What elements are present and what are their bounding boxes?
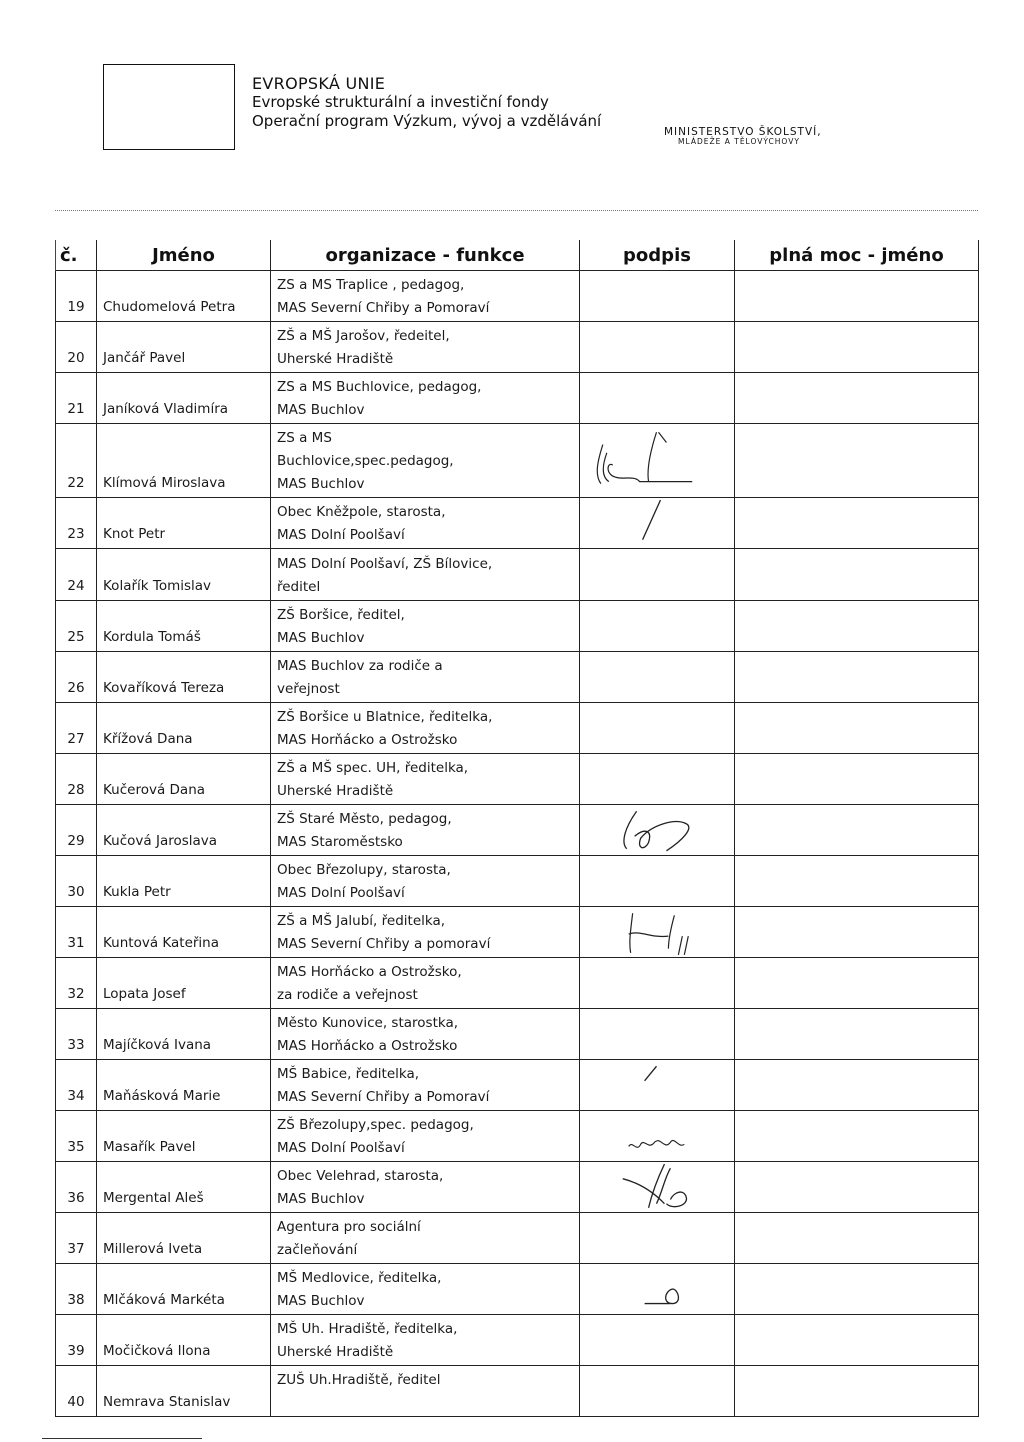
table-row: [56, 958, 979, 1009]
organization-line: ZŠ a MŠ Jalubí, ředitelka,: [277, 913, 446, 929]
proxy-cell: [735, 703, 979, 754]
organization-line: MAS Horňácko a Ostrožsko: [277, 1038, 458, 1054]
organization-line: MŠ Medlovice, ředitelka,: [277, 1270, 442, 1286]
organization-line: ředitel: [277, 579, 321, 595]
signature-cell: [580, 498, 735, 549]
row-organization: [271, 907, 580, 958]
row-organization: [271, 1162, 580, 1213]
row-name: Kukla Petr: [97, 856, 271, 907]
table-row: [56, 373, 979, 424]
row-name: Mergental Aleš: [97, 1162, 271, 1213]
signature-cell: [580, 549, 735, 601]
row-name: Klímová Miroslava: [97, 424, 271, 498]
signature-cell: [580, 424, 735, 498]
proxy-cell: [735, 1111, 979, 1162]
row-organization: [271, 703, 580, 754]
organization-line: MAS Dolní Poolšaví: [277, 885, 405, 901]
row-organization: [271, 1111, 580, 1162]
row-organization: [271, 498, 580, 549]
row-name: Lopata Josef: [97, 958, 271, 1009]
organization-line: MAS Severní Chřiby a pomoraví: [277, 936, 491, 952]
logo-placeholder: [103, 64, 235, 150]
eu-funds-line: Evropské strukturální a investiční fondy: [252, 93, 549, 111]
eu-programme-line: Operační program Výzkum, vývoj a vzdělávání: [252, 112, 602, 130]
proxy-cell: [735, 424, 979, 498]
organization-line: MAS Buchlov za rodiče a: [277, 658, 443, 674]
organization-line: Uherské Hradiště: [277, 351, 394, 367]
row-name: Janíková Vladimíra: [97, 373, 271, 424]
signature-cell: [580, 271, 735, 322]
signature-cell: [580, 1366, 735, 1417]
organization-line: MAS Buchlov: [277, 402, 365, 418]
row-name: Majíčková Ivana: [97, 1009, 271, 1060]
organization-line: MAS Severní Chřiby a Pomoraví: [277, 1089, 490, 1105]
table-row: [56, 424, 979, 498]
row-number: 29: [56, 805, 97, 856]
table-row: [56, 652, 979, 703]
signature-cell: [580, 805, 735, 856]
organization-line: Obec Březolupy, starosta,: [277, 862, 451, 878]
proxy-cell: [735, 1162, 979, 1213]
organization-line: ZŠ a MŠ spec. UH, ředitelka,: [277, 760, 469, 776]
signature-cell: [580, 1060, 735, 1111]
proxy-cell: [735, 271, 979, 322]
row-name: Knot Petr: [97, 498, 271, 549]
signature-cell: [580, 856, 735, 907]
proxy-cell: [735, 1315, 979, 1366]
table-row: [56, 754, 979, 805]
signature-cell: [580, 322, 735, 373]
row-number: 35: [56, 1111, 97, 1162]
row-name: Močičková Ilona: [97, 1315, 271, 1366]
organization-line: Obec Kněžpole, starosta,: [277, 504, 446, 520]
proxy-cell: [735, 373, 979, 424]
row-name: Nemrava Stanislav: [97, 1366, 271, 1417]
row-organization: [271, 652, 580, 703]
row-name: Kordula Tomáš: [97, 601, 271, 652]
row-name: Kolařík Tomislav: [97, 549, 271, 601]
table-row: [56, 1264, 979, 1315]
organization-line: MAS Staroměstsko: [277, 834, 403, 850]
row-name: Maňásková Marie: [97, 1060, 271, 1111]
organization-line: MŠ Babice, ředitelka,: [277, 1066, 420, 1082]
ministry-line-2: MLÁDEŽE A TĚLOVÝCHOVY: [678, 137, 800, 146]
signature-cell: [580, 601, 735, 652]
row-number: 33: [56, 1009, 97, 1060]
row-number: 30: [56, 856, 97, 907]
row-number: 21: [56, 373, 97, 424]
row-name: Chudomelová Petra: [97, 271, 271, 322]
eu-header: [252, 74, 601, 131]
row-number: 23: [56, 498, 97, 549]
row-number: 24: [56, 549, 97, 601]
row-number: 27: [56, 703, 97, 754]
organization-line: ZŠ Boršice u Blatnice, ředitelka,: [277, 709, 493, 725]
row-name: Kučerová Dana: [97, 754, 271, 805]
proxy-cell: [735, 322, 979, 373]
signature-cell: [580, 1009, 735, 1060]
organization-line: [277, 1392, 579, 1415]
table-row: [56, 1009, 979, 1060]
row-number: 20: [56, 322, 97, 373]
proxy-cell: [735, 805, 979, 856]
organization-line: MAS Buchlov: [277, 630, 365, 646]
organization-line: ZS a MS: [277, 430, 332, 446]
handwritten-signature: [580, 907, 734, 957]
row-number: 31: [56, 907, 97, 958]
proxy-cell: [735, 601, 979, 652]
row-number: 32: [56, 958, 97, 1009]
header-divider: [55, 210, 978, 212]
row-number: 34: [56, 1060, 97, 1111]
table-row: [56, 703, 979, 754]
row-organization: [271, 601, 580, 652]
row-organization: [271, 322, 580, 373]
row-number: 36: [56, 1162, 97, 1213]
row-number: 22: [56, 424, 97, 498]
handwritten-signature: [580, 805, 734, 855]
handwritten-signature: [580, 1111, 734, 1161]
organization-line: Agentura pro sociální: [277, 1219, 421, 1235]
table-row: [56, 856, 979, 907]
row-name: Kuntová Kateřina: [97, 907, 271, 958]
column-header-signature: podpis: [580, 240, 735, 271]
organization-line: MAS Buchlov: [277, 1191, 365, 1207]
eu-title: EVROPSKÁ UNIE: [252, 74, 386, 93]
organization-line: Obec Velehrad, starosta,: [277, 1168, 444, 1184]
proxy-cell: [735, 856, 979, 907]
signature-cell: [580, 1162, 735, 1213]
row-name: Masařík Pavel: [97, 1111, 271, 1162]
organization-line: MAS Buchlov: [277, 476, 365, 492]
row-organization: [271, 1213, 580, 1264]
row-number: 39: [56, 1315, 97, 1366]
handwritten-signature: [580, 1162, 734, 1212]
row-organization: [271, 754, 580, 805]
row-organization: [271, 549, 580, 601]
signature-cell: [580, 958, 735, 1009]
organization-line: Buchlovice,spec.pedagog,: [277, 453, 454, 469]
row-organization: [271, 856, 580, 907]
row-number: 19: [56, 271, 97, 322]
organization-line: ZŠ Březolupy,spec. pedagog,: [277, 1117, 474, 1133]
signature-cell: [580, 1315, 735, 1366]
table-header-row: [56, 240, 979, 271]
row-organization: [271, 373, 580, 424]
row-name: Křížová Dana: [97, 703, 271, 754]
organization-line: MAS Severní Chřiby a Pomoraví: [277, 300, 490, 316]
proxy-cell: [735, 1366, 979, 1417]
signature-cell: [580, 652, 735, 703]
ministry-line-1: MINISTERSTVO ŠKOLSTVÍ,: [664, 126, 822, 138]
table-row: [56, 907, 979, 958]
row-organization: [271, 1060, 580, 1111]
handwritten-signature: [580, 498, 734, 548]
organization-line: MAS Dolní Poolšaví, ZŠ Bílovice,: [277, 556, 493, 572]
table-row: [56, 549, 979, 601]
footer-rule: [42, 1438, 202, 1439]
signature-cell: [580, 1213, 735, 1264]
row-organization: [271, 1264, 580, 1315]
organization-line: MAS Dolní Poolšaví: [277, 527, 405, 543]
row-number: 38: [56, 1264, 97, 1315]
organization-line: Uherské Hradiště: [277, 1344, 394, 1360]
row-name: Millerová Iveta: [97, 1213, 271, 1264]
row-number: 40: [56, 1366, 97, 1417]
signature-cell: [580, 1264, 735, 1315]
proxy-cell: [735, 652, 979, 703]
row-organization: [271, 271, 580, 322]
organization-line: MAS Horňácko a Ostrožsko,: [277, 964, 462, 980]
signature-cell: [580, 754, 735, 805]
organization-line: za rodiče a veřejnost: [277, 987, 418, 1003]
organization-line: MAS Buchlov: [277, 1293, 365, 1309]
table-row: [56, 601, 979, 652]
organization-line: MAS Horňácko a Ostrožsko: [277, 732, 458, 748]
organization-line: ZŠ Staré Město, pedagog,: [277, 811, 452, 827]
row-name: Kovaříková Tereza: [97, 652, 271, 703]
table-row: [56, 1315, 979, 1366]
signature-cell: [580, 1111, 735, 1162]
organization-line: ZŠ Boršice, ředitel,: [277, 607, 405, 623]
organization-line: Město Kunovice, starostka,: [277, 1015, 459, 1031]
proxy-cell: [735, 1009, 979, 1060]
table-row: [56, 498, 979, 549]
handwritten-signature: [580, 424, 734, 497]
row-name: Kučová Jaroslava: [97, 805, 271, 856]
proxy-cell: [735, 549, 979, 601]
row-organization: [271, 958, 580, 1009]
table-row: [56, 1111, 979, 1162]
attendance-table: [55, 240, 979, 1417]
proxy-cell: [735, 958, 979, 1009]
table-row: [56, 1162, 979, 1213]
proxy-cell: [735, 1213, 979, 1264]
organization-line: začleňování: [277, 1242, 358, 1258]
row-number: 37: [56, 1213, 97, 1264]
table-row: [56, 1213, 979, 1264]
table-row: [56, 322, 979, 373]
table-row: [56, 1060, 979, 1111]
organization-line: MŠ Uh. Hradiště, ředitelka,: [277, 1321, 458, 1337]
signature-cell: [580, 703, 735, 754]
row-number: 28: [56, 754, 97, 805]
table-row: [56, 805, 979, 856]
row-number: 25: [56, 601, 97, 652]
proxy-cell: [735, 1060, 979, 1111]
organization-line: veřejnost: [277, 681, 340, 697]
column-header-number: č.: [56, 240, 97, 271]
organization-line: ZŠ a MŠ Jarošov, ředeitel,: [277, 328, 450, 344]
handwritten-signature: [580, 1060, 734, 1110]
row-organization: [271, 424, 580, 498]
row-organization: [271, 1009, 580, 1060]
proxy-cell: [735, 1264, 979, 1315]
proxy-cell: [735, 907, 979, 958]
column-header-proxy: plná moc - jméno: [735, 240, 979, 271]
row-organization: [271, 1366, 580, 1417]
table-row: [56, 1366, 979, 1417]
organization-line: Uherské Hradiště: [277, 783, 394, 799]
row-name: Jančář Pavel: [97, 322, 271, 373]
proxy-cell: [735, 754, 979, 805]
column-header-organization: organizace - funkce: [271, 240, 580, 271]
organization-line: ZS a MS Buchlovice, pedagog,: [277, 379, 482, 395]
row-organization: [271, 1315, 580, 1366]
table-row: [56, 271, 979, 322]
row-number: 26: [56, 652, 97, 703]
signature-cell: [580, 373, 735, 424]
organization-line: MAS Dolní Poolšaví: [277, 1140, 405, 1156]
row-organization: [271, 805, 580, 856]
signature-cell: [580, 907, 735, 958]
column-header-name: Jméno: [97, 240, 271, 271]
organization-line: ZUŠ Uh.Hradiště, ředitel: [277, 1372, 441, 1388]
ministry-logo-text: [664, 127, 822, 147]
row-name: Mlčáková Markéta: [97, 1264, 271, 1315]
organization-line: ZS a MS Traplice , pedagog,: [277, 277, 465, 293]
proxy-cell: [735, 498, 979, 549]
handwritten-signature: [580, 1264, 734, 1314]
